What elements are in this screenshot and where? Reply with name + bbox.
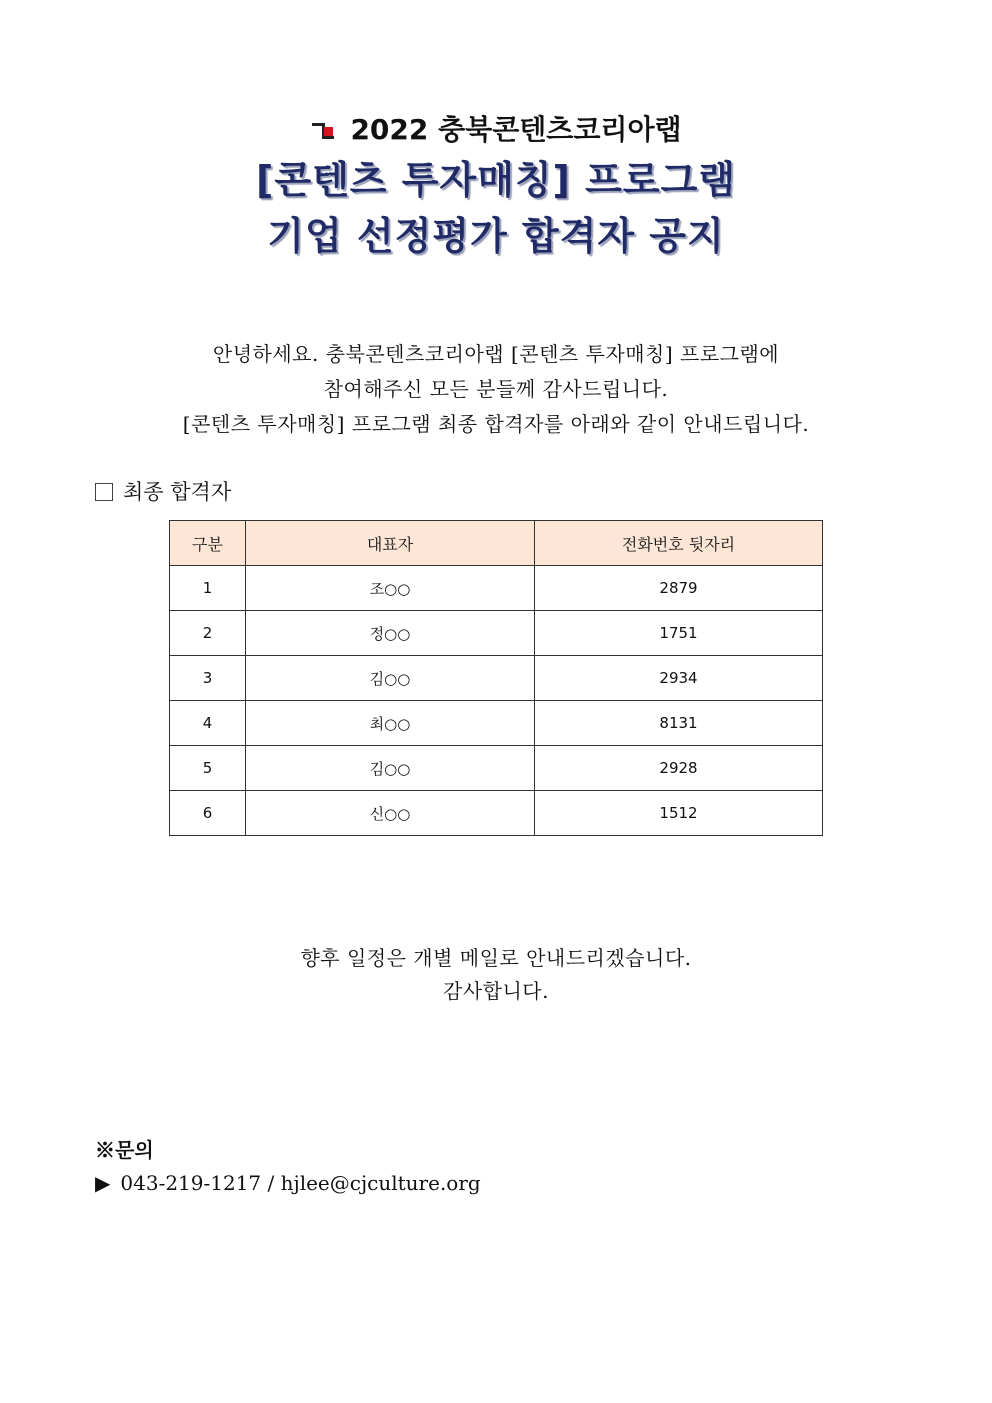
- header-representative: 대표자: [246, 521, 535, 566]
- korea-lab-logo-icon: [310, 117, 336, 143]
- contact-heading: ※문의: [95, 1138, 154, 1162]
- results-table: [169, 520, 823, 836]
- row-representative: 정○○: [246, 611, 535, 656]
- checkbox-icon: [95, 483, 113, 501]
- row-phone-suffix: 2934: [535, 656, 823, 701]
- title-line-organization: [0, 108, 992, 152]
- row-number: 5: [170, 746, 246, 791]
- row-representative: 김○○: [246, 656, 535, 701]
- intro-paragraph: [0, 337, 992, 442]
- table-row: [170, 746, 823, 791]
- closing-line-2: 감사합니다.: [443, 979, 549, 1003]
- contact-phone-email: 043-219-1217 / hjlee@cjculture.org: [120, 1171, 481, 1195]
- row-number: 2: [170, 611, 246, 656]
- row-number: 3: [170, 656, 246, 701]
- intro-line-1: 안녕하세요. 충북콘텐츠코리아랩 [콘텐츠 투자매칭] 프로그램에: [212, 342, 780, 366]
- row-phone-suffix: 1512: [535, 791, 823, 836]
- header-category: 구분: [170, 521, 246, 566]
- final-results-heading-text: 최종 합격자: [123, 480, 232, 504]
- row-number: 4: [170, 701, 246, 746]
- title-organization-text: 2022 충북콘텐츠코리아랩: [350, 113, 682, 146]
- table-row: [170, 791, 823, 836]
- table-row: [170, 701, 823, 746]
- row-representative: 조○○: [246, 566, 535, 611]
- notice-title: [0, 108, 992, 264]
- intro-line-3: [콘텐츠 투자매칭] 프로그램 최종 합격자를 아래와 같이 안내드립니다.: [182, 412, 810, 436]
- row-phone-suffix: 2928: [535, 746, 823, 791]
- final-results-heading: [95, 477, 231, 507]
- row-number: 1: [170, 566, 246, 611]
- table-row: [170, 611, 823, 656]
- closing-paragraph: [0, 942, 992, 1008]
- table-row: [170, 656, 823, 701]
- row-representative: 신○○: [246, 791, 535, 836]
- header-phone-suffix: 전화번호 뒷자리: [535, 521, 823, 566]
- row-phone-suffix: 8131: [535, 701, 823, 746]
- title-line-announcement: 기업 선정평가 합격자 공지: [267, 214, 725, 258]
- closing-line-1: 향후 일정은 개별 메일로 안내드리겠습니다.: [300, 946, 692, 970]
- row-representative: 김○○: [246, 746, 535, 791]
- contact-details: [95, 1168, 481, 1198]
- table-row: [170, 566, 823, 611]
- row-phone-suffix: 1751: [535, 611, 823, 656]
- table-header-row: [170, 521, 823, 566]
- row-representative: 최○○: [246, 701, 535, 746]
- triangle-right-icon: ▶: [95, 1171, 111, 1195]
- title-line-program: [콘텐츠 투자매칭] 프로그램: [256, 158, 736, 202]
- row-number: 6: [170, 791, 246, 836]
- intro-line-2: 참여해주신 모든 분들께 감사드립니다.: [323, 377, 669, 401]
- row-phone-suffix: 2879: [535, 566, 823, 611]
